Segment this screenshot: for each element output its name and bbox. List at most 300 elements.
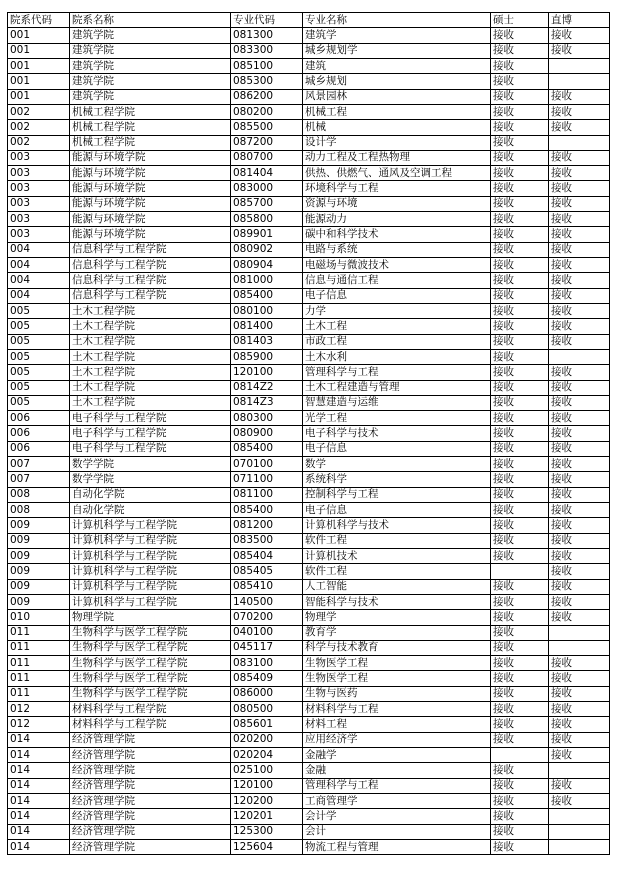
cell-major-code[interactable]: 081100 [231,487,303,502]
cell-master[interactable]: 接收 [491,43,549,58]
cell-direct-phd[interactable]: 接收 [549,793,610,808]
cell-major-code[interactable]: 083300 [231,43,303,58]
cell-master[interactable]: 接收 [491,104,549,119]
cell-dept-code[interactable]: 003 [8,166,70,181]
cell-major-name[interactable]: 土木工程 [303,319,491,334]
cell-direct-phd[interactable]: 接收 [549,365,610,380]
cell-dept-name[interactable]: 电子科学与工程学院 [70,441,231,456]
cell-major-name[interactable]: 软件工程 [303,564,491,579]
cell-dept-code[interactable]: 003 [8,196,70,211]
cell-direct-phd[interactable] [549,135,610,150]
cell-direct-phd[interactable]: 接收 [549,533,610,548]
cell-major-name[interactable]: 生物医学工程 [303,671,491,686]
cell-major-name[interactable]: 应用经济学 [303,732,491,747]
cell-direct-phd[interactable]: 接收 [549,441,610,456]
cell-dept-code[interactable]: 014 [8,732,70,747]
cell-direct-phd[interactable]: 接收 [549,411,610,426]
cell-major-name[interactable]: 环境科学与工程 [303,181,491,196]
cell-major-name[interactable]: 会计 [303,824,491,839]
cell-direct-phd[interactable]: 接收 [549,702,610,717]
cell-master[interactable]: 接收 [491,793,549,808]
cell-major-code[interactable]: 085410 [231,579,303,594]
cell-direct-phd[interactable]: 接收 [549,319,610,334]
cell-major-name[interactable]: 电子信息 [303,441,491,456]
cell-major-code[interactable]: 087200 [231,135,303,150]
cell-major-name[interactable]: 风景园林 [303,89,491,104]
cell-major-name[interactable]: 建筑学 [303,28,491,43]
cell-master[interactable]: 接收 [491,579,549,594]
cell-master[interactable]: 接收 [491,824,549,839]
cell-dept-name[interactable]: 机械工程学院 [70,104,231,119]
cell-dept-name[interactable]: 能源与环境学院 [70,227,231,242]
cell-major-code[interactable]: 086000 [231,686,303,701]
cell-direct-phd[interactable] [549,349,610,364]
cell-dept-name[interactable]: 能源与环境学院 [70,181,231,196]
cell-master[interactable]: 接收 [491,319,549,334]
cell-major-code[interactable]: 080700 [231,150,303,165]
cell-dept-name[interactable]: 信息科学与工程学院 [70,258,231,273]
cell-major-code[interactable]: 080300 [231,411,303,426]
cell-direct-phd[interactable]: 接收 [549,717,610,732]
cell-dept-code[interactable]: 005 [8,334,70,349]
cell-dept-code[interactable]: 004 [8,258,70,273]
cell-direct-phd[interactable] [549,824,610,839]
cell-major-code[interactable]: 085500 [231,120,303,135]
cell-dept-code[interactable]: 009 [8,579,70,594]
cell-dept-name[interactable]: 经济管理学院 [70,793,231,808]
cell-direct-phd[interactable]: 接收 [549,227,610,242]
cell-master[interactable]: 接收 [491,625,549,640]
cell-dept-name[interactable]: 数学学院 [70,472,231,487]
cell-direct-phd[interactable]: 接收 [549,380,610,395]
cell-major-code[interactable]: 081403 [231,334,303,349]
cell-master[interactable]: 接收 [491,58,549,73]
cell-major-name[interactable]: 机械工程 [303,104,491,119]
cell-dept-code[interactable]: 002 [8,120,70,135]
cell-major-code[interactable]: 120200 [231,793,303,808]
cell-dept-name[interactable]: 物理学院 [70,610,231,625]
cell-master[interactable]: 接收 [491,365,549,380]
cell-major-code[interactable]: 0814Z3 [231,395,303,410]
cell-master[interactable]: 接收 [491,28,549,43]
cell-major-name[interactable]: 电子信息 [303,288,491,303]
cell-dept-name[interactable]: 材料科学与工程学院 [70,717,231,732]
cell-master[interactable]: 接收 [491,135,549,150]
cell-major-name[interactable]: 设计学 [303,135,491,150]
cell-master[interactable]: 接收 [491,610,549,625]
cell-master[interactable]: 接收 [491,303,549,318]
cell-direct-phd[interactable]: 接收 [549,334,610,349]
cell-master[interactable] [491,564,549,579]
cell-direct-phd[interactable] [549,74,610,89]
cell-dept-code[interactable]: 002 [8,104,70,119]
cell-direct-phd[interactable]: 接收 [549,487,610,502]
cell-direct-phd[interactable]: 接收 [549,671,610,686]
cell-master[interactable]: 接收 [491,594,549,609]
cell-dept-code[interactable]: 014 [8,839,70,854]
cell-major-code[interactable]: 085400 [231,503,303,518]
cell-major-code[interactable]: 085900 [231,349,303,364]
cell-dept-code[interactable]: 003 [8,227,70,242]
cell-dept-code[interactable]: 011 [8,686,70,701]
cell-major-name[interactable]: 建筑 [303,58,491,73]
cell-major-name[interactable]: 能源动力 [303,212,491,227]
cell-master[interactable]: 接收 [491,548,549,563]
cell-major-name[interactable]: 金融 [303,763,491,778]
cell-dept-name[interactable]: 电子科学与工程学院 [70,426,231,441]
cell-dept-name[interactable]: 生物科学与医学工程学院 [70,671,231,686]
cell-dept-name[interactable]: 经济管理学院 [70,824,231,839]
cell-master[interactable]: 接收 [491,487,549,502]
cell-major-name[interactable]: 生物医学工程 [303,656,491,671]
cell-master[interactable]: 接收 [491,686,549,701]
cell-dept-code[interactable]: 007 [8,472,70,487]
cell-direct-phd[interactable]: 接收 [549,457,610,472]
cell-master[interactable]: 接收 [491,273,549,288]
cell-major-name[interactable]: 城乡规划学 [303,43,491,58]
cell-dept-name[interactable]: 计算机科学与工程学院 [70,564,231,579]
cell-direct-phd[interactable]: 接收 [549,212,610,227]
cell-master[interactable]: 接收 [491,166,549,181]
cell-major-name[interactable]: 土木水利 [303,349,491,364]
cell-master[interactable]: 接收 [491,349,549,364]
cell-direct-phd[interactable] [549,839,610,854]
cell-major-code[interactable]: 045117 [231,640,303,655]
cell-major-name[interactable]: 动力工程及工程热物理 [303,150,491,165]
cell-dept-name[interactable]: 数学学院 [70,457,231,472]
cell-dept-code[interactable]: 003 [8,150,70,165]
cell-direct-phd[interactable]: 接收 [549,120,610,135]
cell-dept-name[interactable]: 能源与环境学院 [70,166,231,181]
cell-master[interactable]: 接收 [491,426,549,441]
cell-major-name[interactable]: 机械 [303,120,491,135]
cell-master[interactable]: 接收 [491,120,549,135]
cell-dept-name[interactable]: 信息科学与工程学院 [70,288,231,303]
cell-major-code[interactable]: 070100 [231,457,303,472]
cell-major-name[interactable]: 电磁场与微波技术 [303,258,491,273]
cell-dept-name[interactable]: 生物科学与医学工程学院 [70,656,231,671]
cell-dept-code[interactable]: 011 [8,656,70,671]
cell-major-code[interactable]: 120201 [231,809,303,824]
cell-dept-name[interactable]: 建筑学院 [70,58,231,73]
cell-master[interactable]: 接收 [491,671,549,686]
cell-master[interactable]: 接收 [491,778,549,793]
cell-master[interactable]: 接收 [491,640,549,655]
cell-major-name[interactable]: 金融学 [303,748,491,763]
cell-direct-phd[interactable]: 接收 [549,43,610,58]
cell-dept-name[interactable]: 土木工程学院 [70,380,231,395]
cell-dept-code[interactable]: 008 [8,487,70,502]
cell-dept-name[interactable]: 能源与环境学院 [70,150,231,165]
cell-direct-phd[interactable]: 接收 [549,518,610,533]
cell-master[interactable]: 接收 [491,380,549,395]
cell-direct-phd[interactable]: 接收 [549,548,610,563]
cell-dept-name[interactable]: 能源与环境学院 [70,212,231,227]
cell-major-name[interactable]: 数学 [303,457,491,472]
cell-dept-code[interactable]: 005 [8,349,70,364]
cell-dept-name[interactable]: 生物科学与医学工程学院 [70,640,231,655]
cell-major-name[interactable]: 管理科学与工程 [303,778,491,793]
cell-major-code[interactable]: 083100 [231,656,303,671]
cell-dept-code[interactable]: 001 [8,58,70,73]
cell-major-name[interactable]: 系统科学 [303,472,491,487]
cell-dept-code[interactable]: 005 [8,319,70,334]
cell-dept-name[interactable]: 机械工程学院 [70,135,231,150]
cell-major-name[interactable]: 教育学 [303,625,491,640]
cell-direct-phd[interactable]: 接收 [549,181,610,196]
cell-dept-code[interactable]: 009 [8,548,70,563]
cell-major-code[interactable]: 085700 [231,196,303,211]
cell-major-name[interactable]: 材料科学与工程 [303,702,491,717]
cell-major-name[interactable]: 城乡规划 [303,74,491,89]
cell-dept-code[interactable]: 003 [8,181,70,196]
cell-major-name[interactable]: 供热、供燃气、通风及空调工程 [303,166,491,181]
cell-master[interactable]: 接收 [491,212,549,227]
cell-direct-phd[interactable]: 接收 [549,166,610,181]
cell-master[interactable]: 接收 [491,196,549,211]
cell-direct-phd[interactable]: 接收 [549,503,610,518]
cell-major-code[interactable]: 083000 [231,181,303,196]
cell-dept-code[interactable]: 014 [8,824,70,839]
cell-direct-phd[interactable]: 接收 [549,28,610,43]
cell-major-name[interactable]: 工商管理学 [303,793,491,808]
cell-master[interactable]: 接收 [491,763,549,778]
cell-major-name[interactable]: 管理科学与工程 [303,365,491,380]
cell-dept-name[interactable]: 信息科学与工程学院 [70,242,231,257]
cell-dept-code[interactable]: 009 [8,564,70,579]
cell-major-code[interactable]: 080200 [231,104,303,119]
cell-master[interactable]: 接收 [491,288,549,303]
cell-major-code[interactable]: 081404 [231,166,303,181]
cell-master[interactable]: 接收 [491,258,549,273]
cell-dept-name[interactable]: 计算机科学与工程学院 [70,533,231,548]
cell-dept-code[interactable]: 011 [8,625,70,640]
cell-dept-name[interactable]: 经济管理学院 [70,809,231,824]
cell-dept-code[interactable]: 014 [8,809,70,824]
cell-major-name[interactable]: 材料工程 [303,717,491,732]
cell-master[interactable]: 接收 [491,89,549,104]
cell-master[interactable]: 接收 [491,656,549,671]
cell-dept-code[interactable]: 008 [8,503,70,518]
cell-dept-name[interactable]: 经济管理学院 [70,763,231,778]
cell-master[interactable]: 接收 [491,457,549,472]
cell-master[interactable]: 接收 [491,441,549,456]
cell-direct-phd[interactable]: 接收 [549,196,610,211]
cell-dept-code[interactable]: 009 [8,518,70,533]
cell-major-code[interactable]: 085100 [231,58,303,73]
cell-master[interactable]: 接收 [491,227,549,242]
cell-major-code[interactable]: 085601 [231,717,303,732]
cell-direct-phd[interactable]: 接收 [549,288,610,303]
cell-direct-phd[interactable] [549,809,610,824]
cell-direct-phd[interactable]: 接收 [549,426,610,441]
cell-dept-name[interactable]: 经济管理学院 [70,778,231,793]
cell-direct-phd[interactable]: 接收 [549,472,610,487]
cell-major-name[interactable]: 物理学 [303,610,491,625]
cell-master[interactable]: 接收 [491,809,549,824]
cell-dept-name[interactable]: 能源与环境学院 [70,196,231,211]
cell-dept-code[interactable]: 011 [8,640,70,655]
cell-direct-phd[interactable] [549,763,610,778]
cell-major-code[interactable]: 020200 [231,732,303,747]
cell-direct-phd[interactable]: 接收 [549,303,610,318]
cell-dept-name[interactable]: 建筑学院 [70,89,231,104]
cell-dept-name[interactable]: 经济管理学院 [70,748,231,763]
cell-dept-code[interactable]: 004 [8,273,70,288]
cell-master[interactable]: 接收 [491,472,549,487]
cell-dept-code[interactable]: 011 [8,671,70,686]
cell-dept-name[interactable]: 土木工程学院 [70,319,231,334]
cell-direct-phd[interactable]: 接收 [549,579,610,594]
cell-major-name[interactable]: 科学与技术教育 [303,640,491,655]
cell-direct-phd[interactable] [549,640,610,655]
cell-major-name[interactable]: 资源与环境 [303,196,491,211]
cell-major-name[interactable]: 碳中和科学技术 [303,227,491,242]
cell-dept-name[interactable]: 生物科学与医学工程学院 [70,686,231,701]
cell-master[interactable]: 接收 [491,395,549,410]
cell-major-code[interactable]: 085300 [231,74,303,89]
cell-dept-code[interactable]: 007 [8,457,70,472]
cell-dept-name[interactable]: 材料科学与工程学院 [70,702,231,717]
header-dept-code[interactable]: 院系代码 [8,13,70,28]
cell-dept-code[interactable]: 005 [8,303,70,318]
cell-major-code[interactable]: 0814Z2 [231,380,303,395]
header-major-name[interactable]: 专业名称 [303,13,491,28]
cell-dept-name[interactable]: 土木工程学院 [70,334,231,349]
cell-dept-code[interactable]: 001 [8,89,70,104]
cell-major-name[interactable]: 人工智能 [303,579,491,594]
cell-major-name[interactable]: 软件工程 [303,533,491,548]
cell-direct-phd[interactable]: 接收 [549,150,610,165]
cell-major-name[interactable]: 智能科学与技术 [303,594,491,609]
cell-dept-name[interactable]: 计算机科学与工程学院 [70,594,231,609]
cell-master[interactable]: 接收 [491,839,549,854]
cell-dept-code[interactable]: 014 [8,793,70,808]
cell-dept-code[interactable]: 005 [8,365,70,380]
cell-direct-phd[interactable]: 接收 [549,395,610,410]
cell-dept-name[interactable]: 建筑学院 [70,74,231,89]
cell-major-code[interactable]: 085409 [231,671,303,686]
cell-direct-phd[interactable]: 接收 [549,656,610,671]
cell-major-name[interactable]: 土木工程建造与管理 [303,380,491,395]
cell-direct-phd[interactable]: 接收 [549,778,610,793]
cell-major-code[interactable]: 080904 [231,258,303,273]
cell-major-name[interactable]: 信息与通信工程 [303,273,491,288]
cell-major-name[interactable]: 电子科学与技术 [303,426,491,441]
cell-major-code[interactable]: 125300 [231,824,303,839]
cell-direct-phd[interactable] [549,58,610,73]
cell-direct-phd[interactable]: 接收 [549,732,610,747]
cell-dept-code[interactable]: 009 [8,594,70,609]
cell-direct-phd[interactable]: 接收 [549,258,610,273]
cell-major-code[interactable]: 080100 [231,303,303,318]
cell-master[interactable]: 接收 [491,150,549,165]
cell-master[interactable] [491,748,549,763]
cell-major-code[interactable]: 081300 [231,28,303,43]
cell-direct-phd[interactable] [549,625,610,640]
cell-direct-phd[interactable]: 接收 [549,594,610,609]
cell-dept-name[interactable]: 信息科学与工程学院 [70,273,231,288]
cell-direct-phd[interactable]: 接收 [549,564,610,579]
cell-dept-code[interactable]: 006 [8,441,70,456]
cell-major-code[interactable]: 125604 [231,839,303,854]
cell-direct-phd[interactable]: 接收 [549,748,610,763]
cell-master[interactable]: 接收 [491,242,549,257]
cell-dept-name[interactable]: 自动化学院 [70,487,231,502]
cell-major-code[interactable]: 140500 [231,594,303,609]
cell-major-code[interactable]: 081200 [231,518,303,533]
cell-direct-phd[interactable]: 接收 [549,686,610,701]
cell-dept-code[interactable]: 004 [8,242,70,257]
cell-dept-code[interactable]: 001 [8,28,70,43]
header-master[interactable]: 硕士 [491,13,549,28]
cell-major-code[interactable]: 120100 [231,365,303,380]
cell-major-name[interactable]: 市政工程 [303,334,491,349]
cell-dept-code[interactable]: 014 [8,748,70,763]
cell-major-code[interactable]: 086200 [231,89,303,104]
cell-major-code[interactable]: 070200 [231,610,303,625]
cell-dept-code[interactable]: 010 [8,610,70,625]
cell-major-name[interactable]: 计算机技术 [303,548,491,563]
cell-major-name[interactable]: 会计学 [303,809,491,824]
cell-major-name[interactable]: 电子信息 [303,503,491,518]
cell-dept-name[interactable]: 土木工程学院 [70,303,231,318]
cell-dept-code[interactable]: 004 [8,288,70,303]
cell-major-code[interactable]: 120100 [231,778,303,793]
cell-major-code[interactable]: 089901 [231,227,303,242]
cell-dept-code[interactable]: 009 [8,533,70,548]
cell-major-name[interactable]: 计算机科学与技术 [303,518,491,533]
cell-major-code[interactable]: 080900 [231,426,303,441]
cell-dept-code[interactable]: 006 [8,411,70,426]
cell-dept-code[interactable]: 002 [8,135,70,150]
cell-dept-name[interactable]: 土木工程学院 [70,365,231,380]
header-major-code[interactable]: 专业代码 [231,13,303,28]
cell-dept-code[interactable]: 014 [8,778,70,793]
cell-major-code[interactable]: 085800 [231,212,303,227]
cell-dept-code[interactable]: 006 [8,426,70,441]
cell-dept-name[interactable]: 经济管理学院 [70,839,231,854]
cell-dept-name[interactable]: 土木工程学院 [70,349,231,364]
cell-dept-code[interactable]: 012 [8,717,70,732]
cell-dept-code[interactable]: 001 [8,74,70,89]
cell-major-code[interactable]: 040100 [231,625,303,640]
cell-master[interactable]: 接收 [491,181,549,196]
cell-dept-code[interactable]: 005 [8,395,70,410]
cell-major-code[interactable]: 085404 [231,548,303,563]
cell-dept-name[interactable]: 自动化学院 [70,503,231,518]
cell-major-name[interactable]: 光学工程 [303,411,491,426]
cell-major-name[interactable]: 生物与医药 [303,686,491,701]
cell-master[interactable]: 接收 [491,702,549,717]
cell-dept-name[interactable]: 计算机科学与工程学院 [70,518,231,533]
cell-major-name[interactable]: 电路与系统 [303,242,491,257]
cell-master[interactable]: 接收 [491,717,549,732]
cell-major-code[interactable]: 085405 [231,564,303,579]
cell-major-code[interactable]: 071100 [231,472,303,487]
cell-direct-phd[interactable]: 接收 [549,273,610,288]
cell-major-code[interactable]: 081400 [231,319,303,334]
cell-master[interactable]: 接收 [491,503,549,518]
cell-major-code[interactable]: 080902 [231,242,303,257]
cell-major-code[interactable]: 085400 [231,288,303,303]
cell-master[interactable]: 接收 [491,334,549,349]
cell-dept-name[interactable]: 机械工程学院 [70,120,231,135]
cell-dept-name[interactable]: 电子科学与工程学院 [70,411,231,426]
cell-direct-phd[interactable]: 接收 [549,242,610,257]
cell-master[interactable]: 接收 [491,74,549,89]
cell-direct-phd[interactable]: 接收 [549,89,610,104]
